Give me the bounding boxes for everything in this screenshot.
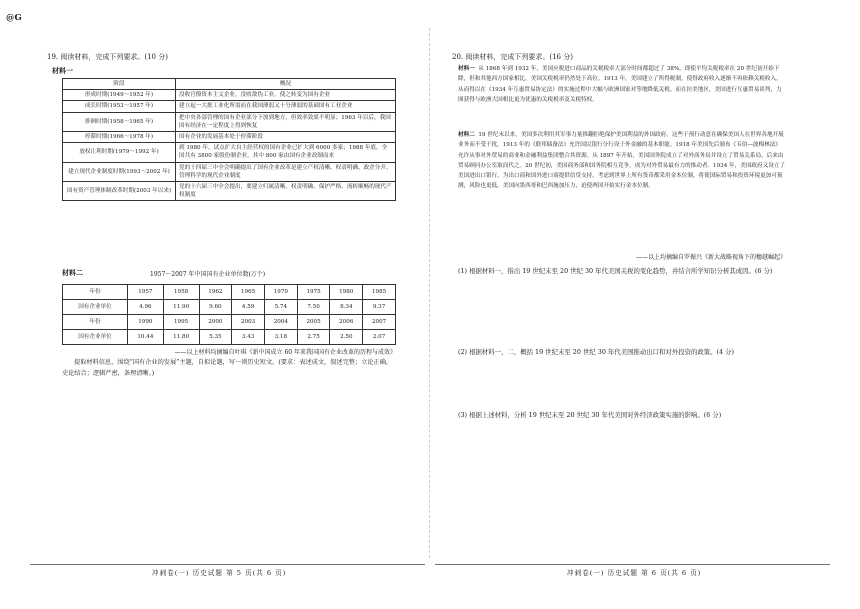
q20-material2-text: 19 世纪末以来，美国多次利用其军事力量推翻拒绝保护美国利益的外国政府，这些干预行动意在确保美国人在世界各地开展业务而不受干扰。1913 年的《联邦储备法》允许国民银行分行设于外金融的基本职能。1918 年美国先后颁布《韦伯—波梅林法》允许从事对外贸易的商业和金融利益集团整合其资源。从 1897 年开始，美国国务院成立了对外商务局并设立了贸易关系局，后来由贸易顾问办公室取而代之。20 世纪初，美国商务部和国务院相互竞争，成为对外贸易最有力的推动者。1934 年，美国政府又设立了美国进出口银行，为出口商和国外进口商提供信贷支持。考虑到世界上所有货币都采用金本位制，将使国际贸易和投资环境更加可预测，风险也更低。美国向墨西哥和巴西施加压力，迫使两国开始实行金本位制。 [458,132,785,190]
value-cell: 10.44 [128,330,164,345]
table-row [63,101,396,112]
table-row [63,132,396,143]
value-cell: 11.80 [163,330,199,345]
table-header-row [63,79,396,90]
table-row [63,182,396,201]
q19-prompt: 提取材料信息，围绕“国有企业的发展”主题，自拟论题，写一则历史短文。(要求：表述成文，叙述完整；立论正确，史论结合；逻辑严密，条理清晰。) [62,359,393,377]
desc-cell: 党的十六届三中全会提出，要建立归属清晰、权责明确、保护严格、流转顺畅的现代产权制度 [176,182,396,201]
table-row [63,143,396,162]
value-cell: 9.60 [199,300,232,315]
table-row [63,285,396,300]
value-cell: 3.18 [264,330,297,345]
q20-material1-label: 材料一 [458,66,475,72]
table-row [63,315,396,330]
desc-cell: 建立起一大批工业化所需而在我国薄弱又十分薄弱的基础国有工业企业 [176,101,396,112]
header-cell: 概况 [176,79,396,90]
desc-cell: 党的十四届三中全会明确提出了国有企业改革是建立产权清晰、权责明确、政企分开、管理科学的现代企业制度 [176,162,396,181]
footer-rule [435,564,830,565]
value-cell: 2.50 [330,330,363,345]
value-cell: 7.50 [297,300,330,315]
year-cell: 2006 [330,315,363,330]
row-label: 国有企业单位 [63,300,128,315]
year-cell: 2003 [232,315,265,330]
period-cell: 徘徊时期(1958～1965 年) [63,112,176,131]
table-row [63,162,396,181]
value-cell: 4.59 [232,300,265,315]
stages-table [62,78,396,201]
value-cell: 5.35 [199,330,232,345]
q20-material1-text: 从 1868 年到 1932 年，美国应税进口商品的关税税率大部分时间都超过了 38%，即使平均关税税率在 20 世纪初开始下降，但和其他西方国家相比，美国关税税率仍然处于高位。1913 年，美国建立了所得税制，使得政府收入逐渐不再依赖关税收入，从而得以在《1934 年互惠贸易协定法》的实施过程中大幅与欧洲国家对等地降低关税。而在拉美地区，美国进行互惠贸易谈判，力图获得与欧洲大国相比更为优惠的关税税率及关税特权。 [458,66,782,103]
q20-subquestion-2: (2) 根据材料一、二，概括 19 世纪末至 20 世纪 30 年代美国推动出口和对外投资的政策。(4 分) [458,348,735,356]
year-cell: 1962 [199,285,232,300]
row-label: 年份 [63,315,128,330]
year-cell: 1958 [163,285,199,300]
enterprise-count-table [62,284,396,345]
value-cell: 2.07 [363,330,396,345]
year-cell: 2004 [264,315,297,330]
period-cell: 成长时期(1953～1957 年) [63,101,176,112]
period-cell: 停滞时期(1966～1978 年) [63,132,176,143]
year-cell: 1965 [232,285,265,300]
q20-material2-label: 材料二 [458,132,475,138]
year-cell: 1995 [163,315,199,330]
header-cell: 阶段 [63,79,176,90]
q20-material1 [458,64,786,105]
right-page [430,0,860,609]
year-cell: 1980 [330,285,363,300]
desc-cell: 把中央各部管理的国有企业部分下放到地方，但效率效果不明显；1963 年以后，我国国有经济在一定程度上得到恢复 [176,112,396,131]
question-20-title: 20. 阅读材料，完成下列要求。(16 分) [452,53,573,61]
year-cell: 2000 [199,315,232,330]
footer-right: 冲刺卷(一) 历史试题 第 6 页(共 6 页) [567,569,702,577]
footer-left: 冲刺卷(一) 历史试题 第 5 页(共 6 页) [152,569,287,577]
value-cell: 9.37 [363,300,396,315]
table-row [63,300,396,315]
table-row [63,112,396,131]
period-cell: 形成时期(1949～1952 年) [63,90,176,101]
year-cell: 2007 [363,315,396,330]
value-cell: 2.75 [297,330,330,345]
q20-subquestion-1: (1) 根据材料一，指出 19 世纪末至 20 世纪 30 年代美国关税的变化趋势，并结合所学知识分析其成因。(6 分) [458,267,773,275]
year-cell: 1970 [264,285,297,300]
year-cell: 1990 [128,315,164,330]
desc-cell: 国有企业的发展基本处于停滞阶段 [176,132,396,143]
table-row [63,330,396,345]
period-cell: 国有资产管理体制改革时期(2003 年以来) [63,182,176,201]
footer-rule [30,564,425,565]
logo-mark: @G [6,13,22,23]
q20-subquestion-3: (3) 根据上述材料，分析 19 世纪末至 20 世纪 30 年代美国对外经济政策实施的影响。(6 分) [458,411,722,419]
period-cell: 建立现代企业制度时期(1993～2002 年) [63,162,176,181]
question-19-title: 19. 阅读材料，完成下列要求。(10 分) [47,53,168,61]
q20-source: ——以上均摘编自罗振兴《新大战略视角下的穗越崛起》 [635,254,786,261]
q19-source: ——以上材料均摘编自叶琪《新中国成立 60 年来我国国有企业改革的历程与成效》 [174,349,396,356]
desc-cell: 没收官僚资本主义企业，没收敌伪工业，使之转变为国有企业 [176,90,396,101]
enterprise-table-title: 1957～2007 年中国国有企业单位数(万个) [150,271,266,278]
value-cell: 4.96 [128,300,164,315]
year-cell: 1975 [297,285,330,300]
q19-material1-label: 材料一 [52,66,73,75]
year-cell: 2005 [297,315,330,330]
value-cell: 11.90 [163,300,199,315]
value-cell: 5.74 [264,300,297,315]
q19-material2-label: 材料二 [62,268,83,277]
table-row [63,90,396,101]
row-label: 年份 [63,285,128,300]
row-label: 国有企业单位 [63,330,128,345]
period-cell: 放权让利时期(1979～1992 年) [63,143,176,162]
q20-material2 [458,130,786,192]
year-cell: 1957 [128,285,164,300]
desc-cell: 到 1980 年，试点扩大自主经营权的国有企业已扩大到 6000 多家；1988 年底，全国共有 3800 家股份制企业，其中 800 家由国有企业改制而来 [176,143,396,162]
year-cell: 1985 [363,285,396,300]
value-cell: 3.43 [232,330,265,345]
value-cell: 8.34 [330,300,363,315]
